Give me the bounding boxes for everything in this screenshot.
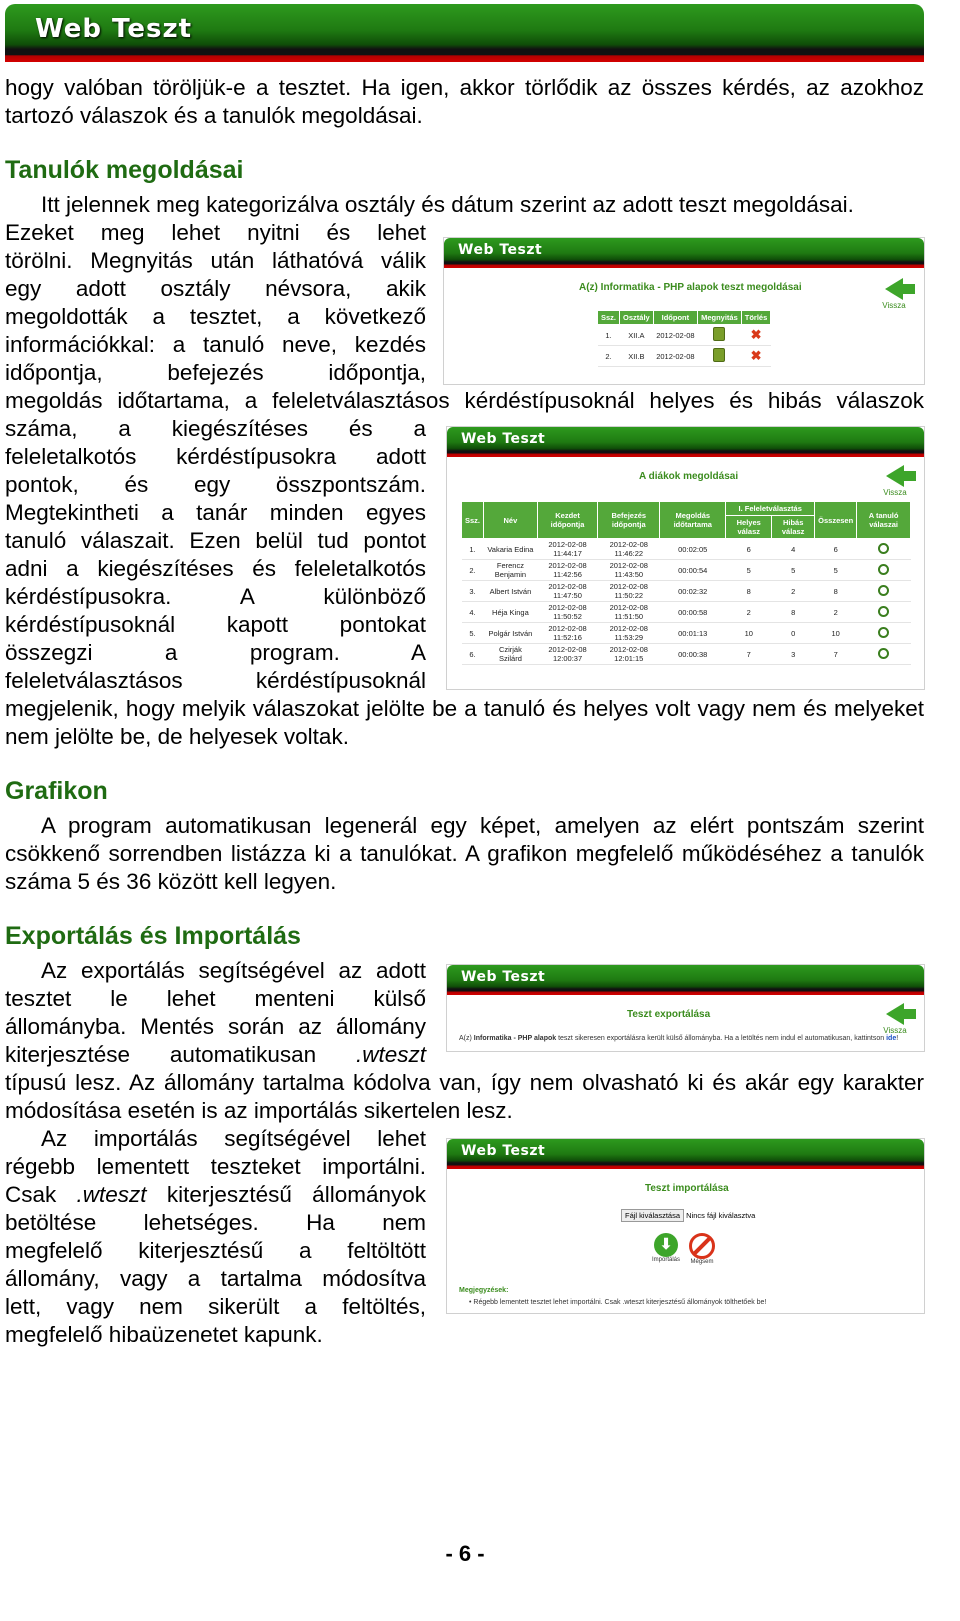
cell: Czirják Szilárd xyxy=(484,644,538,665)
text-line: Az importálás segítségével lehet xyxy=(41,1126,426,1151)
screenshot-solutions-list xyxy=(443,237,925,385)
page-header-banner xyxy=(5,4,924,62)
magnifier-icon[interactable] xyxy=(878,606,889,617)
cell-open[interactable] xyxy=(698,325,742,346)
page-number: - 6 - xyxy=(445,1541,485,1566)
cell: 5 xyxy=(815,560,857,581)
cell: 5 xyxy=(726,560,772,581)
column-header: Befejezés időpontja xyxy=(598,502,660,539)
screenshot-title: Teszt importálása xyxy=(645,1183,729,1194)
cell: 00:02:05 xyxy=(660,539,726,560)
back-label: Vissza xyxy=(883,1026,907,1035)
table-row xyxy=(462,623,911,644)
delete-x-icon[interactable]: ✖ xyxy=(750,348,762,363)
magnifier-icon[interactable] xyxy=(878,627,889,638)
cancel-button[interactable] xyxy=(687,1233,717,1265)
text-line: tesztet le lehet menteni külső xyxy=(5,986,426,1011)
group-header: I. Feleletválasztás xyxy=(726,502,815,516)
text-span: Csak xyxy=(5,1182,57,1207)
text-line: kérdéstípusokra. A különböző xyxy=(5,584,426,609)
table-row xyxy=(462,539,911,560)
cell: 5. xyxy=(462,623,484,644)
column-header: Megoldás időtartama xyxy=(660,502,726,539)
text-line: adni a kiegészítéses és feleletalkotós xyxy=(5,556,426,581)
note-text: • Régebb lementett tesztet lehet importálni. Csak .wteszt kiterjesztésű állományok tölthetőek be! xyxy=(469,1299,767,1306)
section1-full-line: megoldás időtartama, a feleletválasztásos kérdéstípusoknál helyes és hibás válaszok xyxy=(5,388,924,413)
text-line: lett, vagy nem sikerült a feltöltés, xyxy=(5,1294,426,1319)
cancel-label: Mégsem xyxy=(690,1259,714,1265)
screenshot-brand: Web Teszt xyxy=(458,242,543,258)
file-status: Nincs fájl kiválasztva xyxy=(686,1211,756,1220)
cell: 3 xyxy=(772,644,815,665)
column-header: Osztály xyxy=(620,311,654,325)
file-select-button[interactable]: Fájl kiválasztása xyxy=(621,1209,684,1222)
column-header: Hibás válasz xyxy=(772,516,815,539)
text-line: feleletalkotós kérdéstípusokra adott xyxy=(5,444,426,469)
no-entry-icon xyxy=(689,1233,715,1259)
text-line: egy adott osztály névsora, akik xyxy=(5,276,426,301)
screenshot-import xyxy=(446,1138,925,1314)
cell: 2 xyxy=(726,602,772,623)
text-line xyxy=(5,1041,426,1069)
cell: 6. xyxy=(462,644,484,665)
text-line: pontok, és egy összpontszám. xyxy=(5,472,426,497)
import-button[interactable] xyxy=(651,1233,681,1263)
section-heading-grafikon: Grafikon xyxy=(5,777,108,805)
cell: 1. xyxy=(598,325,620,346)
text-line: megoldották a tesztet, a következő xyxy=(5,304,426,329)
cell: 2012-02-08 11:53:29 xyxy=(598,623,660,644)
cell-view[interactable] xyxy=(857,581,911,602)
back-label: Vissza xyxy=(882,301,906,310)
text-line: időpontja, befejezés időpontja, xyxy=(5,360,426,385)
text-span: kiterjesztésű állományok xyxy=(166,1182,426,1207)
text-line: információkkal: a tanuló neve, kezdés xyxy=(5,332,426,357)
section1-tail: megjelenik, hogy melyik válaszokat jelölte be a tanuló és helyes volt vagy nem és melyeket nem jelölte be, de helyesek voltak. xyxy=(5,696,924,749)
table-row xyxy=(462,602,911,623)
cell: 00:01:13 xyxy=(660,623,726,644)
screenshot-header-bar xyxy=(444,238,924,268)
cell: 6 xyxy=(726,539,772,560)
screenshot-student-solutions xyxy=(446,426,925,690)
cell: 2. xyxy=(598,346,620,367)
text-line: kérdéstípusoknál kapott pontokat xyxy=(5,612,426,637)
text-line: törölni. Megnyitás után láthatóvá válik xyxy=(5,248,426,273)
cell: 2012-02-08 11:47:50 xyxy=(537,581,598,602)
cell: 2012-02-08 xyxy=(653,346,697,367)
column-header: Helyes válasz xyxy=(726,516,772,539)
cell: Polgár István xyxy=(484,623,538,644)
column-header: Időpont xyxy=(653,311,697,325)
column-header: A tanuló válaszai xyxy=(857,502,911,539)
screenshot-brand: Web Teszt xyxy=(461,431,546,447)
cell-view[interactable] xyxy=(857,539,911,560)
cell: 2012-02-08 12:01:15 xyxy=(598,644,660,665)
screenshot-title: A diákok megoldásai xyxy=(639,471,739,482)
test-name: Informatika - PHP alapok xyxy=(473,1035,557,1042)
section1-lines-b xyxy=(5,415,426,695)
section2-paragraph: A program automatikusan legenerál egy képet, amelyen az elért pontszám szerint csökkenő sorrendben listázza ki a tanulókat. A grafikon megfelelő működéséhez a tanulók száma 5 és 36 között kell legyen. xyxy=(5,813,924,894)
cell: 5 xyxy=(772,560,815,581)
download-link[interactable]: ide xyxy=(886,1035,897,1042)
screenshot-title: A(z) Informatika - PHP alapok teszt megoldásai xyxy=(579,282,802,293)
back-button[interactable] xyxy=(875,1003,915,1035)
section1-paragraph: Itt jelennek meg kategorizálva osztály és dátum szerint az adott teszt megoldásai. xyxy=(41,192,854,217)
cell: 2012-02-08 11:52:16 xyxy=(537,623,598,644)
table-row xyxy=(598,325,771,346)
cell: 00:00:38 xyxy=(660,644,726,665)
cell: 00:02:32 xyxy=(660,581,726,602)
cell: 4. xyxy=(462,602,484,623)
back-arrow-icon xyxy=(886,1003,904,1025)
text-line: betöltése lehetséges. Ha nem xyxy=(5,1210,426,1235)
table-row xyxy=(462,644,911,665)
text-span: teszt sikeresen exportálásra került külső állományba. Ha a letöltés nem indul el automatikusan, kattintson xyxy=(558,1035,885,1042)
cell-delete[interactable] xyxy=(741,346,771,367)
cell: 2 xyxy=(772,581,815,602)
header-title: Web Teszt xyxy=(35,14,193,44)
cell: 0 xyxy=(772,623,815,644)
text-span: Régebb lementett tesztet lehet importálni. Csak .wteszt kiterjesztésű állományok tölthetőek be! xyxy=(473,1299,767,1306)
cell: 2012-02-08 12:00:37 xyxy=(537,644,598,665)
cell: 10 xyxy=(815,623,857,644)
magnifier-icon[interactable] xyxy=(878,543,889,554)
column-header: Összesen xyxy=(815,502,857,539)
cell: 7 xyxy=(726,644,772,665)
cell: Vakaria Edina xyxy=(484,539,538,560)
cell: 2012-02-08 11:50:52 xyxy=(537,602,598,623)
section1-lines-a xyxy=(5,219,426,387)
text-line: száma, a kiegészítéses és a xyxy=(5,416,426,441)
magnifier-icon[interactable] xyxy=(878,564,889,575)
text-line: Megtekintheti a tanár minden egyes xyxy=(5,500,426,525)
table-row xyxy=(462,581,911,602)
cell: 2012-02-08 11:46:22 xyxy=(598,539,660,560)
cell: Ferencz Benjamin xyxy=(484,560,538,581)
export-tail: típusú lesz. Az állomány tartalma kódolva van, így nem olvasható ki és akár egy karakter módosítása esetén is az importálás sikertelen lesz. xyxy=(5,1070,924,1123)
cell: 8 xyxy=(815,581,857,602)
section-heading-megoldasai: Tanulók megoldásai xyxy=(5,156,244,184)
cell-view[interactable] xyxy=(857,644,911,665)
cell: 2012-02-08 11:51:50 xyxy=(598,602,660,623)
back-label: Vissza xyxy=(883,488,907,497)
magnifier-icon[interactable] xyxy=(878,585,889,596)
column-header: Ssz. xyxy=(598,311,620,325)
cell: 4 xyxy=(772,539,815,560)
import-lines xyxy=(5,1125,426,1349)
cell: 2012-02-08 11:44:17 xyxy=(537,539,598,560)
cell: 2. xyxy=(462,560,484,581)
back-arrow-icon xyxy=(885,278,903,300)
text-line: régebb lementett teszteket importálni. xyxy=(5,1154,426,1179)
cell: Héja Kinga xyxy=(484,602,538,623)
text-line: állomány, vagy a tartalma módosítva xyxy=(5,1266,426,1291)
text-line: állományba. Mentés során az állomány xyxy=(5,1014,426,1039)
cell: 00:00:58 xyxy=(660,602,726,623)
screenshot-title: Teszt exportálása xyxy=(627,1009,711,1020)
text-line: Ezeket meg lehet nyitni és lehet xyxy=(5,220,426,245)
screenshot-header-bar xyxy=(447,965,924,995)
text-span: A(z) xyxy=(459,1035,472,1042)
cell: 00:00:54 xyxy=(660,560,726,581)
cell: 10 xyxy=(726,623,772,644)
cell-view[interactable] xyxy=(857,602,911,623)
cell-open[interactable] xyxy=(698,346,742,367)
screenshot-header-bar xyxy=(447,427,924,457)
cell: 3. xyxy=(462,581,484,602)
solutions-table xyxy=(597,310,771,367)
back-button[interactable] xyxy=(874,278,914,310)
text-line: összegzi a program. A xyxy=(5,640,426,665)
import-label: Importálás xyxy=(651,1257,680,1263)
section-heading-export-import: Exportálás és Importálás xyxy=(5,922,301,950)
screenshot-brand: Web Teszt xyxy=(461,1143,546,1159)
back-arrow-icon xyxy=(886,465,904,487)
cell-view[interactable] xyxy=(857,560,911,581)
table-row xyxy=(462,560,911,581)
file-picker xyxy=(621,1211,755,1220)
text-span: kiterjesztése automatikusan xyxy=(5,1042,317,1067)
open-book-icon[interactable] xyxy=(713,327,725,341)
extension-text: .wteszt xyxy=(355,1042,426,1067)
text-line xyxy=(5,1181,426,1209)
cell: 8 xyxy=(772,602,815,623)
column-header: Kezdet időpontja xyxy=(537,502,598,539)
screenshot-brand: Web Teszt xyxy=(461,969,546,985)
screenshot-header-bar xyxy=(447,1139,924,1169)
note-label: Megjegyzések: xyxy=(459,1287,509,1294)
cell: 2012-02-08 xyxy=(653,325,697,346)
student-solutions-table xyxy=(461,501,911,665)
table-row xyxy=(598,346,771,367)
text-line: Az exportálás segítségével az adott xyxy=(41,958,426,983)
text-line: feleletválasztásos kérdéstípusoknál xyxy=(5,668,426,693)
cell: 7 xyxy=(815,644,857,665)
delete-x-icon[interactable]: ✖ xyxy=(750,327,762,342)
cell: Albert István xyxy=(484,581,538,602)
screenshot-export xyxy=(446,964,925,1052)
cell: XII.B xyxy=(620,346,654,367)
cell-view[interactable] xyxy=(857,623,911,644)
column-header: Ssz. xyxy=(462,502,484,539)
text-line: megfelelő hibaüzenetet kapunk. xyxy=(5,1322,323,1347)
cell: 2012-02-08 11:43:50 xyxy=(598,560,660,581)
cell: XII.A xyxy=(620,325,654,346)
text-line: megfelelő kiterjesztésű a feltöltött xyxy=(5,1238,426,1263)
text-line: tanuló válaszait. Ezen belül tud pontot xyxy=(5,528,426,553)
cell: 6 xyxy=(815,539,857,560)
column-header: Név xyxy=(484,502,538,539)
open-book-icon[interactable] xyxy=(713,348,725,362)
text-span: ! xyxy=(896,1035,899,1042)
intro-paragraph: hogy valóban töröljük-e a tesztet. Ha igen, akkor törlődik az összes kérdés, az azokhoz tartozó válaszok és a tanulók megoldásai. xyxy=(5,75,924,128)
cell: 2 xyxy=(815,602,857,623)
export-message xyxy=(459,1035,898,1042)
cell: 1. xyxy=(462,539,484,560)
cell-delete[interactable] xyxy=(741,325,771,346)
magnifier-icon[interactable] xyxy=(878,648,889,659)
download-arrow-icon: ⬇ xyxy=(654,1233,678,1257)
back-button[interactable] xyxy=(875,465,915,497)
cell: 2012-02-08 11:42:56 xyxy=(537,560,598,581)
export-lines xyxy=(5,957,426,1069)
cell: 8 xyxy=(726,581,772,602)
column-header: Törlés xyxy=(741,311,771,325)
extension-text: .wteszt xyxy=(76,1182,147,1207)
column-header: Megnyitás xyxy=(698,311,742,325)
cell: 2012-02-08 11:50:22 xyxy=(598,581,660,602)
